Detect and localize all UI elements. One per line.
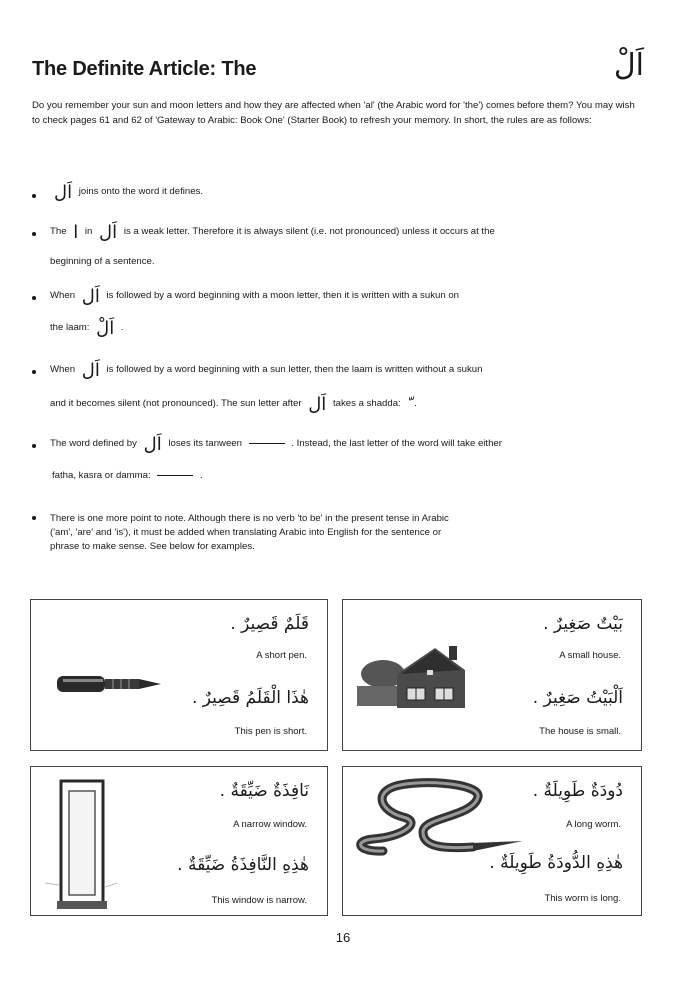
arabic-sentence: هٰذِهِ الدُّودَةُ طَوِيلَةٌ . <box>489 853 623 873</box>
arabic-phrase: قَلَمٌ قَصِيرٌ . <box>230 614 309 634</box>
bullet-icon <box>32 516 36 520</box>
rule-text: . <box>414 398 417 409</box>
arabic-al: اَل <box>81 360 100 381</box>
rule-text: When <box>50 290 76 301</box>
english-translation: A narrow window. <box>233 819 307 830</box>
rule-text: The word defined by <box>50 438 137 449</box>
rule-text: phrase to make sense. See below for examples. <box>50 541 255 552</box>
rule-2 <box>32 222 652 272</box>
rule-text: the laam: <box>50 322 90 333</box>
worm-illustration-icon <box>353 777 533 857</box>
rule-text: takes a shadda: <box>332 398 401 409</box>
english-translation: The house is small. <box>539 726 621 737</box>
english-translation: This pen is short. <box>234 726 307 737</box>
bullet-icon <box>32 444 36 448</box>
bullet-icon <box>32 296 36 300</box>
arabic-al: اَل <box>308 394 327 415</box>
arabic-al: اَل <box>81 286 100 307</box>
english-translation: A small house. <box>559 650 621 661</box>
rule-text: . <box>200 470 203 481</box>
arabic-alif: ا <box>73 222 79 243</box>
arabic-sentence: هٰذِهِ النَّافِذَةُ ضَيِّقَةٌ . <box>177 855 309 875</box>
rule-text: ('am', 'are' and 'is'), it must be added when translating Arabic into English for the sentence or <box>50 527 442 538</box>
rule-4 <box>32 360 652 416</box>
example-card-pen <box>30 599 328 751</box>
rule-text: is a weak letter. Therefore it is always silent (i.e. not pronounced) unless it occurs at the <box>123 226 495 237</box>
arabic-phrase: بَيْتٌ صَغِيرٌ . <box>543 614 623 634</box>
rule-text: loses its tanween <box>168 438 242 449</box>
rule-text: The <box>50 226 67 237</box>
house-illustration-icon <box>355 644 475 712</box>
rule-text: There is one more point to note. Although there is no verb 'to be' in the present tense in Arabic <box>50 513 449 524</box>
rule-text: is followed by a word beginning with a sun letter, then the laam is written without a sukun <box>106 364 483 375</box>
page-title-arabic: اَلْ <box>613 48 644 83</box>
rule-text: is followed by a word beginning with a moon letter, then it is written with a sukun on <box>106 290 459 301</box>
english-translation: A long worm. <box>566 819 621 830</box>
rule-text: and it becomes silent (not pronounced). The sun letter after <box>50 398 302 409</box>
rule-text: . <box>120 322 124 333</box>
arabic-phrase: نَافِذَةٌ ضَيِّقَةٌ . <box>219 781 309 801</box>
tanween-blank <box>249 443 285 444</box>
rule-3 <box>32 286 652 340</box>
arabic-sentence: هٰذَا الْقَلَمُ قَصِيرٌ . <box>191 688 309 708</box>
rule-6 <box>32 514 652 558</box>
example-card-window <box>30 766 328 916</box>
rule-text: When <box>50 364 76 375</box>
english-translation: This worm is long. <box>544 893 621 904</box>
rule-text: beginning of a sentence. <box>50 256 155 267</box>
english-translation: A short pen. <box>256 650 307 661</box>
window-illustration-icon <box>39 773 119 913</box>
rule-1 <box>32 182 652 208</box>
example-card-worm <box>342 766 642 916</box>
page-title: The Definite Article: The <box>32 58 257 80</box>
english-translation: This window is narrow. <box>211 895 307 906</box>
bullet-icon <box>32 232 36 236</box>
intro-paragraph: Do you remember your sun and moon letters and how they are affected when 'al' (the Arabic word for 'the') comes before them? You may wish to check pages 61 and 62 of 'Gateway to Arabic: Book One' (Starter Book) to refresh your memory. In short, the rules are as follows: <box>32 100 635 126</box>
bullet-icon <box>32 194 36 198</box>
pen-illustration-icon <box>55 672 165 696</box>
rule-text: in <box>84 226 93 237</box>
bullet-icon <box>32 370 36 374</box>
example-card-house <box>342 599 642 751</box>
rule-text: fatha, kasra or damma: <box>52 470 151 481</box>
arabic-al: اَل <box>143 434 162 455</box>
arabic-sentence: اَلْبَيْتُ صَغِيرٌ . <box>532 688 623 708</box>
rule-5 <box>32 434 652 492</box>
arabic-al: اَل <box>54 182 73 203</box>
rule-text: . Instead, the last letter of the word will take either <box>291 438 502 449</box>
arabic-phrase: دُودَةٌ طَوِيلَةٌ . <box>532 781 623 801</box>
page-number: 16 <box>335 930 351 945</box>
arabic-al: اَل <box>99 222 118 243</box>
rule-text: joins onto the word it defines. <box>78 186 204 197</box>
harakat-blank <box>157 475 193 476</box>
arabic-al-sukun: اَلْ <box>96 318 115 339</box>
